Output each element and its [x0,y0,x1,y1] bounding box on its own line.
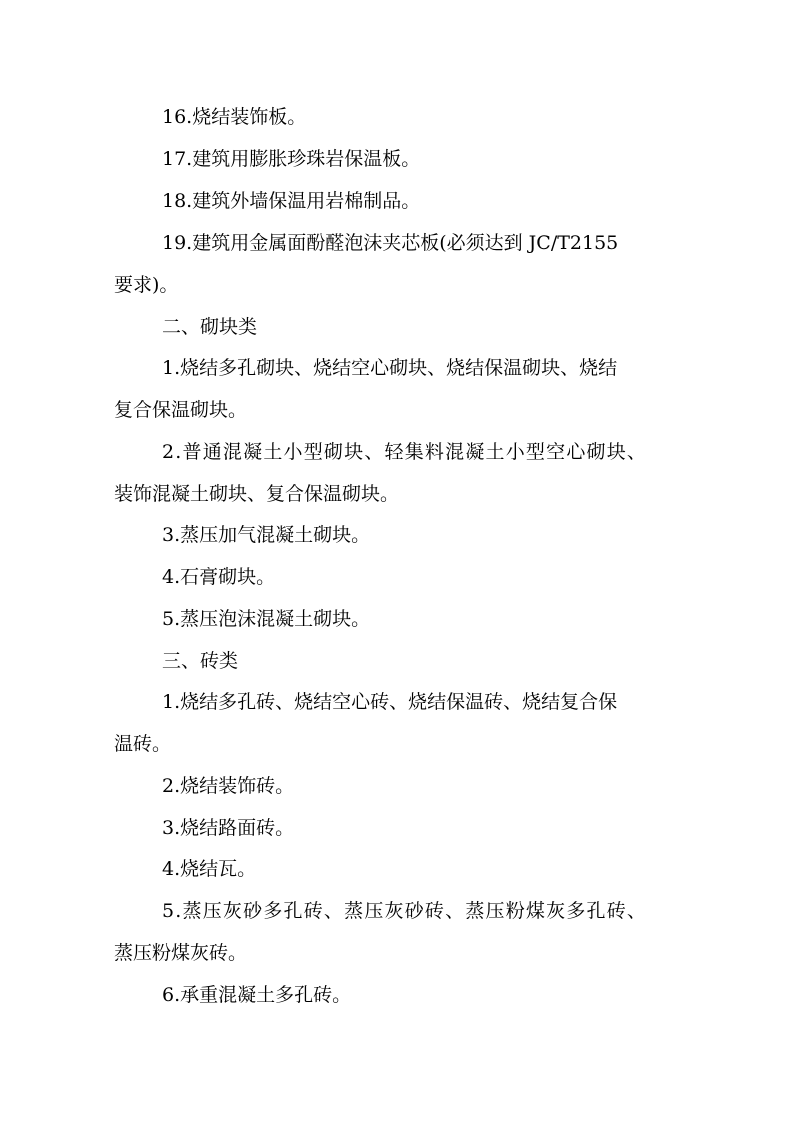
list-item-gypsum-blocks: 4.石膏砌块。 [162,566,276,588]
list-item-aerated-concrete-blocks: 3.蒸压加气混凝土砌块。 [162,524,371,546]
list-item-concrete-blocks: 2.普通混凝土小型砌块、轻集料混凝土小型空心砌块、 [162,441,648,463]
section-heading-bricks: 三、砖类 [162,650,239,672]
list-item-phenolic-sandwich-panel-cont: 要求)。 [114,274,179,296]
list-item-autoclaved-bricks-cont: 蒸压粉煤灰砖。 [114,942,248,964]
list-item-sintered-bricks: 1.烧结多孔砖、烧结空心砖、烧结保温砖、烧结复合保 [162,691,618,713]
list-item-autoclaved-bricks: 5.蒸压灰砂多孔砖、蒸压灰砂砖、蒸压粉煤灰多孔砖、 [162,900,648,922]
list-item-concrete-blocks-cont: 装饰混凝土砌块、复合保温砌块。 [114,483,400,505]
list-item-rock-wool-products: 18.建筑外墙保温用岩棉制品。 [162,190,421,212]
list-item-foam-concrete-blocks: 5.蒸压泡沫混凝土砌块。 [162,608,371,630]
list-item-sintered-tiles: 4.烧结瓦。 [162,858,257,880]
list-item-sintered-decorative-board: 16.烧结装饰板。 [162,106,307,128]
list-item-phenolic-sandwich-panel: 19.建筑用金属面酚醛泡沫夹芯板(必须达到 JC/T2155 [162,232,619,254]
list-item-sintered-blocks-cont: 复合保温砌块。 [114,399,248,421]
list-item-decorative-bricks: 2.烧结装饰砖。 [162,775,295,797]
list-item-sintered-blocks: 1.烧结多孔砌块、烧结空心砌块、烧结保温砌块、烧结 [162,357,618,379]
list-item-sintered-bricks-cont: 温砖。 [114,733,172,755]
list-item-expanded-perlite-board: 17.建筑用膨胀珍珠岩保温板。 [162,148,421,170]
section-heading-blocks: 二、砌块类 [162,316,258,338]
list-item-paving-bricks: 3.烧结路面砖。 [162,817,295,839]
list-item-load-bearing-bricks: 6.承重混凝土多孔砖。 [162,984,352,1006]
